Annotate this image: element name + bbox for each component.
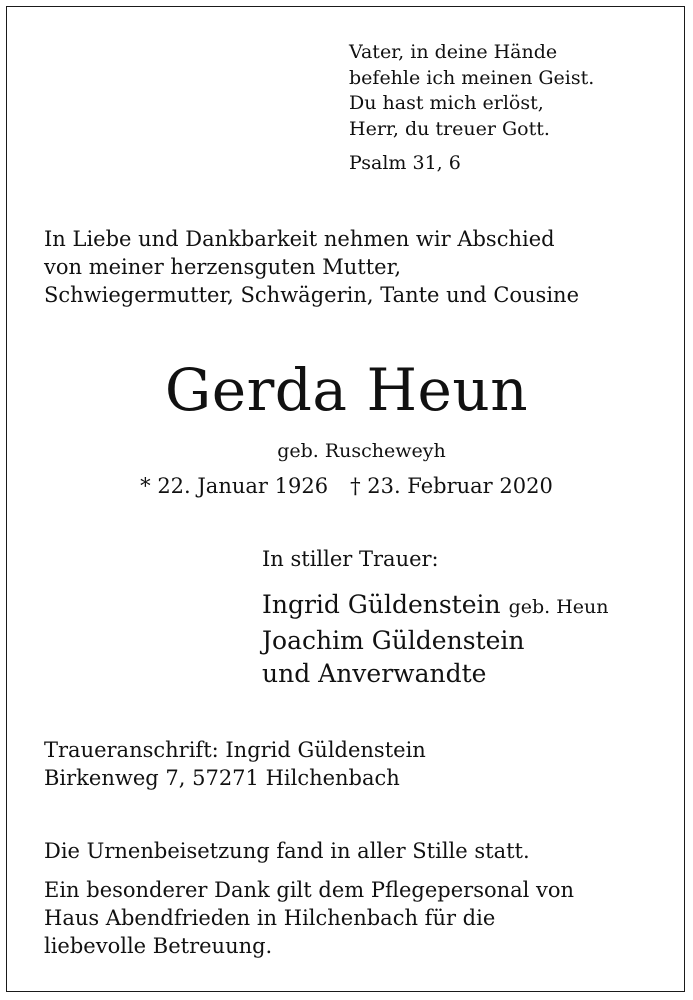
thanks-line: liebevolle Betreuung. — [44, 934, 273, 958]
bible-verse — [349, 40, 594, 142]
address-line: Traueranschrift: Ingrid Güldenstein — [44, 738, 426, 762]
thanks-note — [44, 876, 574, 960]
deceased-name: Gerda Heun — [164, 356, 529, 424]
mourner-note: geb. Heun — [508, 596, 609, 618]
mourner-name-text: Ingrid Güldenstein — [262, 590, 501, 619]
thanks-line: Ein besonderer Dank gilt dem Pflegepersonal von — [44, 878, 575, 902]
mourning-address — [44, 736, 426, 792]
intro-line: von meiner herzensguten Mutter, — [44, 255, 401, 279]
mourner-name — [262, 588, 609, 624]
birth-date: * 22. Januar 1926 — [140, 474, 329, 498]
mourning-label: In stiller Trauer: — [262, 547, 439, 571]
thanks-line: Haus Abendfrieden in Hilchenbach für die — [44, 906, 496, 930]
verse-line: Vater, in deine Hände — [349, 41, 558, 63]
intro-line: Schwiegermutter, Schwägerin, Tante und Cousine — [44, 283, 580, 307]
death-date: † 23. Februar 2020 — [350, 474, 553, 498]
verse-reference: Psalm 31, 6 — [349, 152, 461, 174]
mourners-list — [262, 588, 609, 690]
verse-line: Du hast mich erlöst, — [349, 92, 544, 114]
burial-note: Die Urnenbeisetzung fand in aller Stille statt. — [44, 839, 530, 863]
mourner-name: und Anverwandte — [262, 659, 487, 688]
intro-text — [44, 225, 579, 309]
address-line: Birkenweg 7, 57271 Hilchenbach — [44, 766, 400, 790]
mourner-name: Joachim Güldenstein — [262, 626, 525, 655]
life-dates — [0, 474, 693, 498]
verse-line: befehle ich meinen Geist. — [349, 66, 595, 89]
verse-line: Herr, du treuer Gott. — [349, 117, 550, 140]
intro-line: In Liebe und Dankbarkeit nehmen wir Abschied — [44, 227, 555, 251]
maiden-name: geb. Ruscheweyh — [277, 440, 446, 462]
